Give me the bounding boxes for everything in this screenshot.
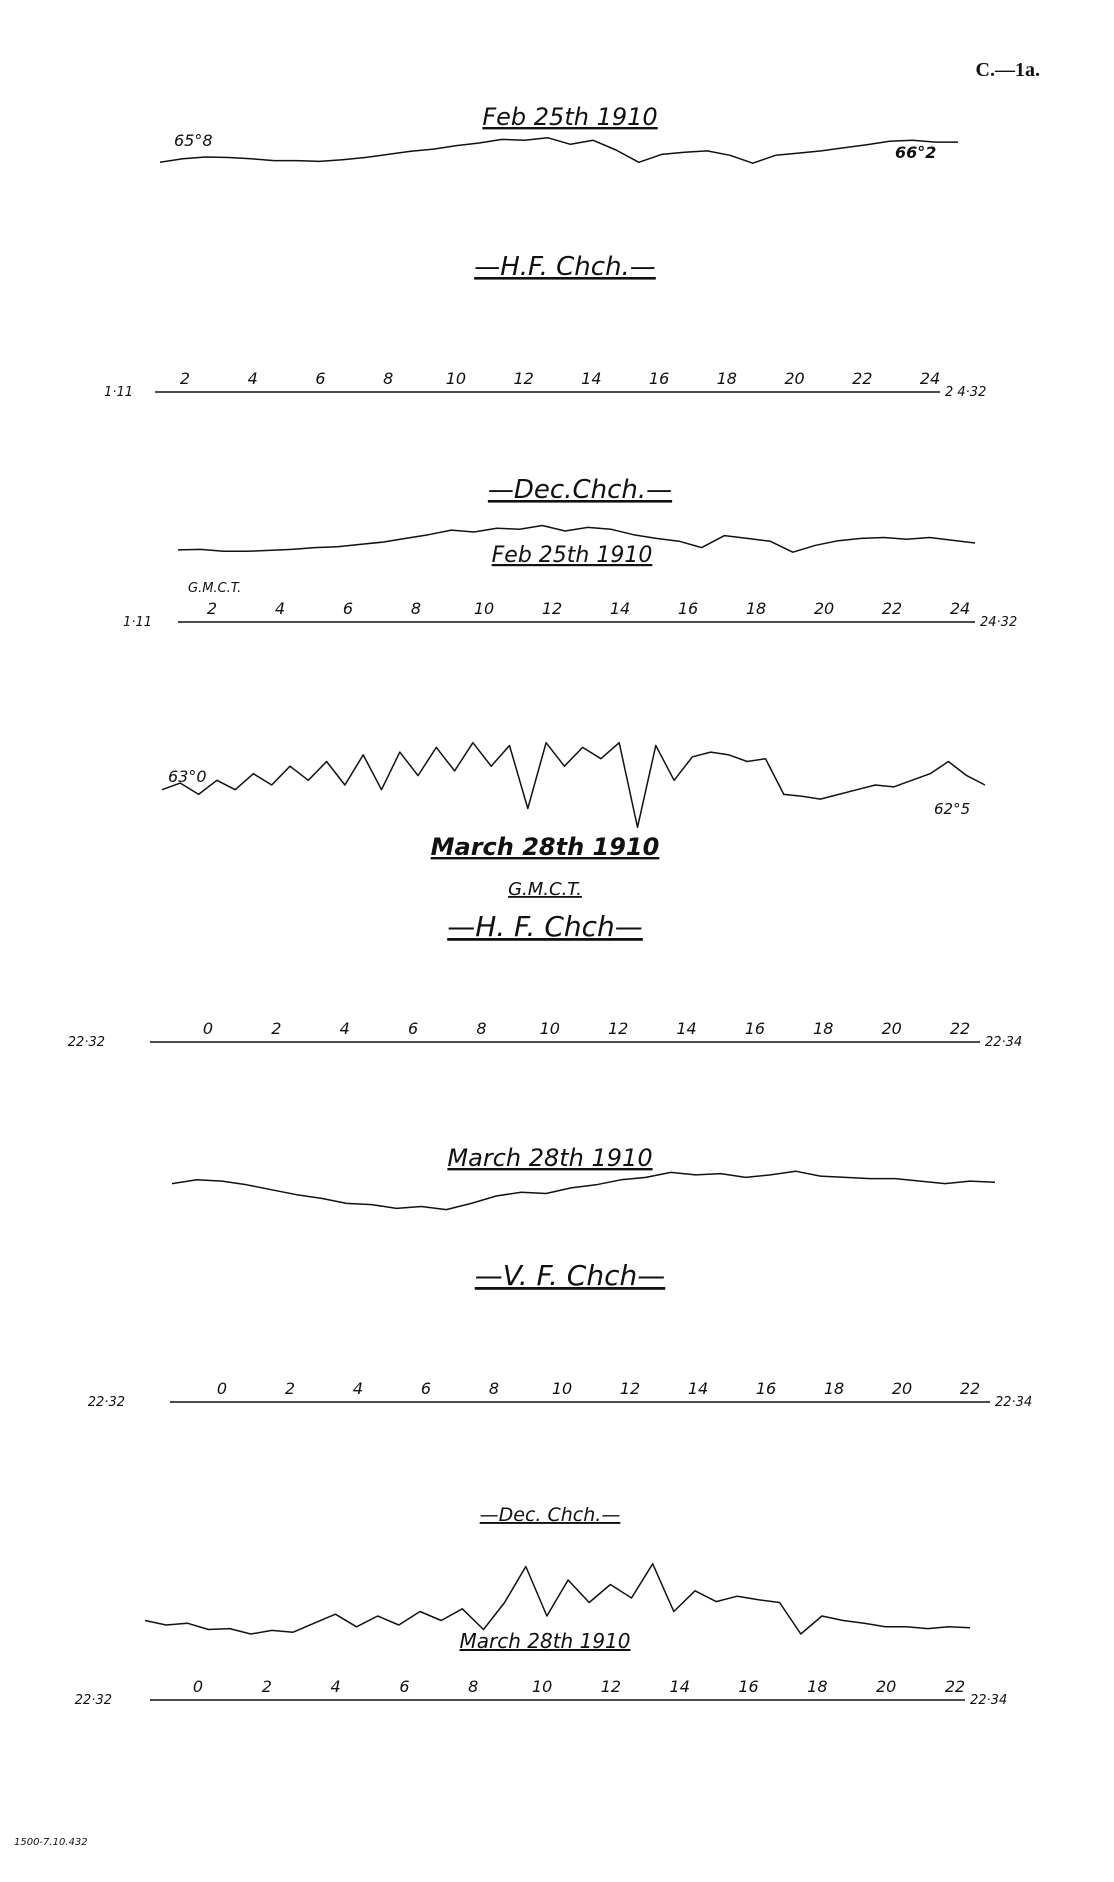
- tick-label: 16: [755, 1379, 777, 1398]
- panel-feb25-hf: [104, 103, 986, 400]
- tick-label: 18: [813, 1019, 834, 1038]
- tick-label: 6: [315, 369, 326, 388]
- tick-label: 22: [852, 369, 873, 388]
- tick-label: 4: [274, 599, 286, 618]
- tick-label: 16: [648, 369, 670, 388]
- tick-label: 12: [619, 1379, 641, 1398]
- panel-1-date: Feb 25th 1910: [482, 103, 658, 131]
- axis-start-label: 22·32: [74, 1693, 112, 1708]
- panel-mar28-dec: [75, 1504, 1007, 1708]
- tick-label: 20: [891, 1379, 913, 1398]
- tick-label: 20: [881, 1019, 902, 1038]
- panel-1-start-value: 65°8: [174, 131, 213, 150]
- tick-label: 14: [609, 599, 631, 618]
- panel-1-trace: [160, 138, 958, 164]
- panel-4-trace: [172, 1171, 995, 1209]
- tick-label: 8: [468, 1677, 479, 1696]
- plate-id: C.—1a.: [975, 59, 1040, 81]
- tick-label: 2: [284, 1379, 296, 1398]
- panel-3-date: March 28th 1910: [430, 833, 660, 861]
- tick-label: 6: [342, 599, 354, 618]
- tick-label: 20: [813, 599, 835, 618]
- tick-label: 24: [919, 369, 941, 388]
- tick-label: 4: [352, 1379, 364, 1398]
- tick-label: 0: [192, 1677, 204, 1696]
- tick-label: 4: [247, 369, 258, 388]
- panel-2-date: Feb 25th 1910: [491, 543, 653, 568]
- tick-label: 18: [745, 599, 767, 618]
- tick-label: 22: [959, 1379, 981, 1398]
- tick-label: 2: [179, 369, 191, 388]
- tick-label: 2: [271, 1019, 282, 1038]
- tick-label: 24: [949, 599, 971, 618]
- tick-label: 6: [399, 1677, 410, 1696]
- panel-3-time-axis: [68, 1019, 1022, 1050]
- panel-3-start-value: 63°0: [168, 767, 207, 786]
- panel-2-element-label: —Dec.Chch.—: [487, 475, 673, 505]
- panel-5-date: March 28th 1910: [459, 1629, 631, 1653]
- tick-label: 14: [676, 1019, 697, 1038]
- panel-3-trace: [162, 743, 985, 828]
- tick-label: 6: [420, 1379, 432, 1398]
- tick-label: 20: [784, 369, 805, 388]
- tick-label: 8: [476, 1019, 487, 1038]
- tick-label: 16: [744, 1019, 766, 1038]
- panel-5-trace: [145, 1564, 970, 1634]
- tick-label: 18: [823, 1379, 845, 1398]
- panel-2-time-label: G.M.C.T.: [188, 581, 242, 596]
- tick-label: 20: [876, 1677, 897, 1696]
- tick-label: 18: [716, 369, 737, 388]
- axis-end-label: 2 4·32: [945, 385, 987, 400]
- tick-label: 8: [383, 369, 394, 388]
- panel-2-time-axis: [123, 599, 1017, 630]
- tick-label: 10: [551, 1379, 573, 1398]
- panel-1-time-axis: [104, 369, 986, 400]
- panel-3-end-value: 62°5: [934, 800, 971, 818]
- tick-label: 10: [539, 1019, 560, 1038]
- tick-label: 8: [410, 599, 422, 618]
- tick-label: 22: [881, 599, 903, 618]
- tick-label: 18: [807, 1677, 828, 1696]
- panel-4-date: March 28th 1910: [447, 1144, 653, 1172]
- tick-label: 0: [216, 1379, 228, 1398]
- axis-start-label: 1·11: [104, 385, 133, 400]
- axis-end-label: 22·34: [995, 1395, 1033, 1410]
- tick-label: 10: [473, 599, 495, 618]
- tick-label: 16: [738, 1677, 759, 1696]
- print-note: 1500-7.10.432: [14, 1837, 88, 1848]
- tick-label: 2: [261, 1677, 272, 1696]
- axis-start-label: 22·32: [67, 1035, 105, 1050]
- tick-label: 14: [581, 369, 602, 388]
- axis-end-label: 22·34: [985, 1035, 1023, 1050]
- tick-label: 14: [687, 1379, 709, 1398]
- tick-label: 22: [944, 1677, 966, 1696]
- panel-5-time-axis: [75, 1677, 1007, 1708]
- panel-3-element-label: —H. F. Chch—: [447, 910, 643, 943]
- panel-1-element-label: —H.F. Chch.—: [474, 252, 656, 282]
- axis-end-label: 22·34: [970, 1693, 1008, 1708]
- tick-label: 8: [488, 1379, 500, 1398]
- panel-4-time-axis: [88, 1379, 1032, 1410]
- panel-mar28-hf: [68, 743, 1022, 1050]
- tick-label: 22: [949, 1019, 971, 1038]
- tick-label: 0: [202, 1019, 214, 1038]
- tick-label: 6: [407, 1019, 419, 1038]
- panel-4-element-label: —V. F. Chch—: [474, 1259, 666, 1292]
- axis-start-label: 22·32: [87, 1395, 125, 1410]
- tick-label: 4: [339, 1019, 350, 1038]
- tick-label: 12: [513, 369, 534, 388]
- tick-label: 14: [669, 1677, 690, 1696]
- tick-label: 4: [330, 1677, 341, 1696]
- tick-label: 12: [608, 1019, 629, 1038]
- tick-label: 10: [445, 369, 467, 388]
- tick-label: 2: [206, 599, 218, 618]
- panel-3-time-label: G.M.C.T.: [508, 879, 582, 900]
- tick-label: 10: [531, 1677, 553, 1696]
- panel-feb25-dec: [123, 475, 1017, 630]
- panel-mar28-vf: [88, 1144, 1032, 1410]
- tick-label: 12: [541, 599, 563, 618]
- axis-end-label: 24·32: [980, 615, 1018, 630]
- tick-label: 16: [677, 599, 699, 618]
- tick-label: 12: [600, 1677, 622, 1696]
- axis-start-label: 1·11: [123, 615, 152, 630]
- panel-5-element-label: —Dec. Chch.—: [479, 1504, 621, 1526]
- panel-1-end-value: 66°2: [895, 143, 937, 162]
